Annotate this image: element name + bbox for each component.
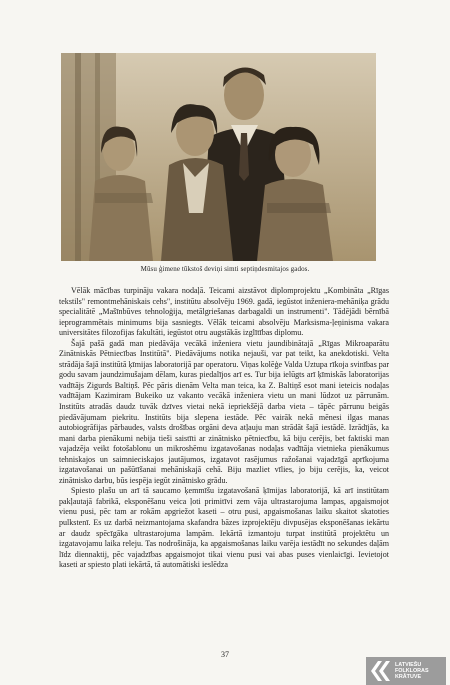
paragraph-2: Šajā pašā gadā man piedāvāja vecākā inženiera vietu jaundibinātajā „Rīgas Mikroaparātu Zinātniskās Pētniecības Institūtā". Piedāvājums notika nejauši, var pat teikt, ka anekdotiski. Velta strādāja šajā institūtā ķīmijas laboratorijā par operatoru. Viņas kolēģe Valda Uztupa rīkoja svinības par godu savam jaundzimušajam dēlam, kuras piedalījos arī es. Tur bija ielūgts arī ķīmiskās laboratorijas vadītājs Zigurds Baltiņš. Pēc pāris dienām Velta man teica, ka Z. Baltiņš esot mani ieteicis nodaļas vadītājam Kazimiram Bukeiko uz vakanto vecākā inženiera vietu un mani lūdzot uz pārrunām. Institūts atradās daudz tuvāk dzīves vietai nekā iepriekšējā darba vieta – tāpēc pārrunu beigās piedāvājumam piekritu. Institūts bija slepena iestāde. Pēc vairāk nekā mēnesi ilgas manas autobiogrāfijas pārbaudes, valsts drošības orgāni deva atļauju man strādāt šajā iestādē. Izrādījās, ka mani darba pienākumi nebija tieši saistīti ar zinātnisko pētniecību, kā biju cerējis, bet faktiski man vajadzēja veikt fotošablonu un mikroshēmu izgatavošanas nodaļas vadītāja vietnieka pienākumus tehniskajos un saimnieciskajos jautājumos, izgatavot rasējumus ražošanai vajadzīgā aprīkojuma izgatavošanai un pašūtīšanai mehāniskajā cehā. Biju mazliet vīlies, jo biju cerējis, ka, veicot zinātnisko darbu, būs iespēja iegūt zinātnisko grādu.	[59, 338, 389, 485]
paragraph-3: Spiesto plašu un arī tā saucamo ķemmīšu izgatavošanā ķīmijas laboratorijā, kā arī institūtam pakļautajā fabrikā, eksponēšanu veica ļoti primitīvi zem vāja ultrastarojuma lampas, apgaismojot vienu pusi, pēc tam ar rokām apgriežot kaseti – otru pusi, apgaismošanas laiku skaitot skatoties pulkstenī. Es uz darbā neizmantojama skafandra bāzes izprojektēju divpusējas eksponēšanas iekārtu ar daudz spēcīgāka ultrastarojuma lampām. Iekārtā izmantoju turpat institūtā projektētu un izgatavojamu laika releju. Tas nodrošināja, ka apgaismošanas laiku varēja iestādīt no sekundes daļām līdz diennaktij, pēc vajadzības apgaismojot tikai vienu pusi vai abas puses vienlaicīgi. Ievietojot kaseti ar spiesto plati iekārtā, tā automātiski ieslēdza	[59, 486, 389, 570]
logo-line-2: FOLKLORAS	[395, 667, 429, 674]
body-text	[59, 286, 389, 571]
chevron-logo-icon	[369, 660, 393, 682]
family-photo	[61, 53, 376, 261]
page-number: 37	[221, 650, 229, 659]
archive-logo	[366, 657, 446, 685]
logo-line-3: KRĀTUVE	[395, 674, 422, 681]
logo-text	[395, 662, 429, 681]
paragraph-1: Vēlāk mācības turpināju vakara nodaļā. Teicami aizstāvot diplomprojektu „Kombināta „Rīgas tekstils" remontmehāniskais cehs", institūtu absolvēju 1969. gadā, iegūstot inženiera-mehāniķa grādu specialitātē „Mašīnbūves tehnoloģija, metālgriešanas darbagaldi un instrumenti". Tādējādi bērnībā ieprogrammētais minimums bija sasniegts. Vēlāk teicami absolvēju Marksisma-ļeņinisma vakara universitātes filozofijas fakultāti, iegūstot otru augstākās izglītības diplomu.	[59, 286, 389, 338]
family-photo-illustration	[61, 53, 376, 261]
logo-line-1: LATVIEŠU	[395, 661, 422, 668]
photo-caption: Mūsu ģimene tūkstoš deviņi simti septiņdesmitajos gados.	[140, 265, 310, 273]
